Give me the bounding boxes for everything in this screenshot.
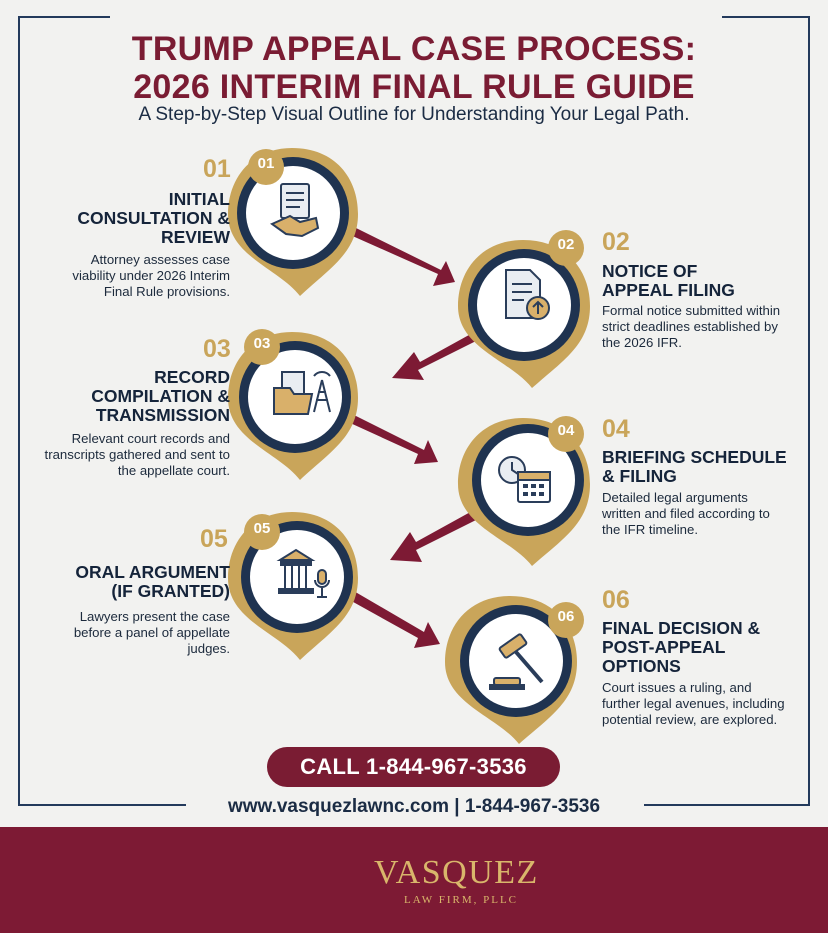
step-04-badge: 04 [557,422,575,439]
page-subtitle: A Step-by-Step Visual Outline for Understanding Your Legal Path. [138,104,690,125]
step-05-badge: 05 [253,520,271,537]
step-05-number: 05 [200,525,228,553]
step-03-badge: 03 [253,335,271,352]
step-01-number: 01 [203,155,231,183]
arrow-3-to-4 [348,414,438,464]
brand-name: VASQUEZ [374,854,539,891]
step-02-badge: 02 [557,236,575,253]
step-03-circle [228,329,358,480]
step-01-description: Attorney assesses case viability under 2026 Interim Final Rule provisions. [72,252,230,299]
page-title-line-1: TRUMP APPEAL CASE PROCESS: [131,30,697,68]
contact-line[interactable]: www.vasquezlawnc.com | 1-844-967-3536 [227,796,601,817]
step-02-circle [458,230,590,388]
step-04-title: BRIEFING SCHEDULE & FILING [602,447,787,486]
step-05-circle [228,512,358,660]
step-06-number: 06 [602,586,630,614]
arrow-5-to-6 [346,590,440,648]
arrow-4-to-5 [390,510,480,562]
step-06-description: Court issues a ruling, and further legal avenues, including potential review, are explored. [602,680,785,727]
arrow-2-to-3 [392,330,482,380]
step-01-title: INITIAL CONSULTATION & REVIEW [77,189,230,247]
step-04-number: 04 [602,415,630,443]
step-02-description: Formal notice submitted within strict deadlines established by the 2026 IFR. [602,303,781,350]
step-01-badge: 01 [257,155,275,172]
step-06-title: FINAL DECISION & POST-APPEAL OPTIONS [602,618,761,676]
step-02-number: 02 [602,228,630,256]
arrow-1-to-2 [348,226,455,286]
step-05-title: ORAL ARGUMENT (IF GRANTED) [75,562,230,601]
step-02-title: NOTICE OF APPEAL FILING [602,261,735,300]
page-title-line-2: 2026 INTERIM FINAL RULE GUIDE [133,68,695,106]
step-05-description: Lawyers present the case before a panel of appellate judges. [73,609,230,656]
step-06-badge: 06 [557,608,575,625]
step-03-title: RECORD COMPILATION & TRANSMISSION [91,367,230,425]
step-03-number: 03 [203,335,231,363]
brand-subtitle: LAW FIRM, PLLC [404,894,519,906]
step-04-description: Detailed legal arguments written and filed according to the IFR timeline. [602,490,770,537]
step-01-circle [228,148,358,296]
call-button[interactable]: CALL 1-844-967-3536 [267,747,560,787]
step-03-description: Relevant court records and transcripts gathered and sent to the appellate court. [44,431,230,478]
